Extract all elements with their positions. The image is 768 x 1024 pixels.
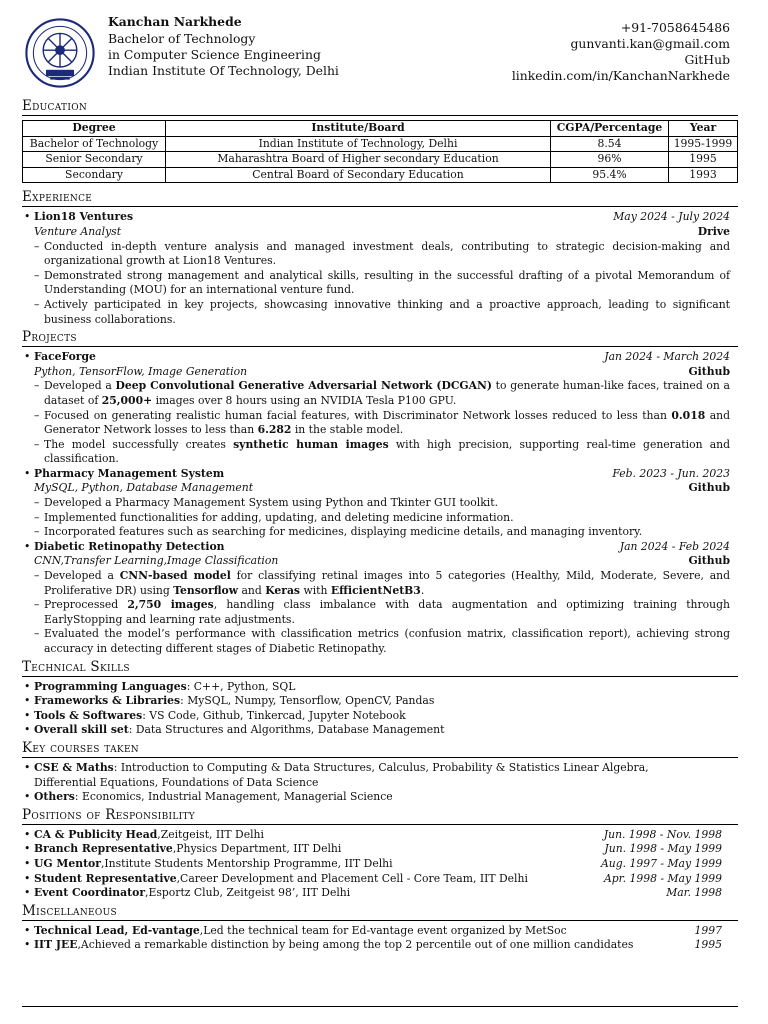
positions-section <box>22 807 738 901</box>
iit-delhi-logo-icon <box>25 18 95 88</box>
email-link[interactable]: gunvanti.kan@gmail.com <box>570 36 730 51</box>
education-table <box>22 120 738 183</box>
projects-section <box>22 329 738 656</box>
table-cell: 95.4% <box>551 167 669 183</box>
courses-title: Key courses taken <box>22 740 738 758</box>
position-item: • Event Coordinator,Esportz Club, Zeitgeist 98’, IIT Delhi Mar. 1998 <box>22 886 738 901</box>
table-row <box>23 136 738 152</box>
project-dates: Feb. 2023 - Jun. 2023 <box>612 466 730 480</box>
institute-line: Indian Institute Of Technology, Delhi <box>108 63 339 78</box>
project-tech: Python, TensorFlow, Image Generation <box>34 364 248 378</box>
project-point: – Developed a CNN-based model for classifying retinal images into 5 categories (Healthy, Mild, Moderate, Severe, and Proliferative DR) using Tensorflow and Keras with EfficientNetB3. <box>34 569 730 598</box>
misc-item: • IIT JEE,Achieved a remarkable distinction by being among the top 2 percentile out of one million candidates 1995 <box>22 938 738 953</box>
experience-item <box>22 210 738 239</box>
phone-number: +91-7058645486 <box>620 20 730 35</box>
table-row <box>23 167 738 183</box>
position-item: • CA & Publicity Head,Zeitgeist, IIT Delhi Jun. 1998 - Nov. 1998 <box>22 828 738 843</box>
misc-section <box>22 903 738 953</box>
position-item: • UG Mentor,Institute Students Mentorship Programme, IIT Delhi Aug. 1997 - May 1999 <box>22 857 738 872</box>
project-tech: MySQL, Python, Database Management <box>34 481 254 495</box>
table-header: Degree <box>23 121 166 137</box>
position-item: • Student Representative,Career Development and Placement Cell - Core Team, IIT Delhi Apr. 1998 - May 1999 <box>22 872 738 887</box>
experience-section <box>22 189 738 327</box>
course-item: • Others: Economics, Industrial Management, Managerial Science <box>22 790 738 805</box>
misc-title: Miscellaneous <box>22 903 738 921</box>
project-item-faceforge <box>22 350 738 379</box>
skills-section <box>22 659 738 738</box>
degree-line: Bachelor of Technology <box>108 31 256 46</box>
projects-title: Projects <box>22 329 738 347</box>
skill-item: • Overall skill set: Data Structures and Algorithms, Database Management <box>22 723 738 738</box>
project-item-pharmacy <box>22 467 738 496</box>
project-dates: Jan 2024 - Feb 2024 <box>619 539 730 553</box>
table-cell: Maharashtra Board of Higher secondary Education <box>166 152 551 168</box>
project-point: – Incorporated features such as searching for medicines, displaying medicine details, and managing inventory. <box>34 525 730 540</box>
table-cell: Secondary <box>23 167 166 183</box>
education-title: Education <box>22 98 738 116</box>
skill-item: • Frameworks & Libraries: MySQL, Numpy, Tensorflow, OpenCV, Pandas <box>22 694 738 709</box>
experience-point: – Actively participated in key projects, showcasing innovative thinking and a proactive approach, leading to significant business collaborations. <box>34 298 730 327</box>
page-bottom-rule <box>22 1006 738 1007</box>
project-name: • Diabetic Retinopathy Detection <box>34 539 225 553</box>
table-header: CGPA/Percentage <box>551 121 669 137</box>
table-cell: 1995-1999 <box>669 136 738 152</box>
project-point: – Implemented functionalities for adding, updating, and deleting medicine information. <box>34 511 730 526</box>
candidate-name: Kanchan Narkhede <box>108 14 242 29</box>
table-header: Year <box>669 121 738 137</box>
table-cell: 1993 <box>669 167 738 183</box>
course-item: • CSE & Maths: Introduction to Computing & Data Structures, Calculus, Probability & Statistics Linear Algebra, Differential Equations, Foundations of Data Science <box>22 761 738 790</box>
table-cell: 8.54 <box>551 136 669 152</box>
table-cell: Senior Secondary <box>23 152 166 168</box>
project-dates: Jan 2024 - March 2024 <box>604 350 730 364</box>
position-item: • Branch Representative,Physics Department, IIT Delhi Jun. 1998 - May 1999 <box>22 842 738 857</box>
project-github-link[interactable]: Github <box>688 481 730 495</box>
misc-item: • Technical Lead, Ed-vantage,Led the technical team for Ed-vantage event organized by MetSoc 1997 <box>22 924 738 939</box>
project-tech: CNN,Transfer Learning,Image Classification <box>34 554 279 568</box>
experience-dates: May 2024 - July 2024 <box>613 210 730 224</box>
project-point: – The model successfully creates synthetic human images with high precision, supporting real-time generation and classification. <box>34 438 730 467</box>
project-point: – Developed a Pharmacy Management System using Python and Tkinter GUI toolkit. <box>34 496 730 511</box>
linkedin-link[interactable]: linkedin.com/in/KanchanNarkhede <box>511 68 730 83</box>
project-item-retinopathy <box>22 540 738 569</box>
experience-drive-link[interactable]: Drive <box>697 224 730 238</box>
resume-header <box>22 0 738 98</box>
skill-item: • Tools & Softwares: VS Code, Github, Tinkercad, Jupyter Notebook <box>22 709 738 724</box>
project-name: • FaceForge <box>34 350 96 364</box>
project-point: – Focused on generating realistic human facial features, with Discriminator Network losses reduced to less than 0.018 and Generator Network losses to less than 6.282 in the stable model. <box>34 409 730 438</box>
experience-point: – Demonstrated strong management and analytical skills, resulting in the successful drafting of a pivotal Memorandum of Understanding (MOU) for an international venture fund. <box>34 269 730 298</box>
experience-org: • Lion18 Ventures <box>34 210 134 224</box>
project-point: – Developed a Deep Convolutional Generative Adversarial Network (DCGAN) to generate human-like faces, trained on a dataset of 25,000+ images over 8 hours using an NVIDIA Tesla P100 GPU. <box>34 379 730 408</box>
branch-line: in Computer Science Engineering <box>108 47 321 62</box>
table-cell: Central Board of Secondary Education <box>166 167 551 183</box>
skill-item: • Programming Languages: C++, Python, SQL <box>22 680 738 695</box>
courses-section <box>22 740 738 805</box>
experience-role: Venture Analyst <box>34 224 122 238</box>
education-section <box>22 98 738 183</box>
github-link[interactable]: GitHub <box>684 52 730 67</box>
experience-point: – Conducted in-depth venture analysis and managed investment deals, contributing to strategic decision-making and organizational growth at Lion18 Ventures. <box>34 240 730 269</box>
table-cell: Indian Institute of Technology, Delhi <box>166 136 551 152</box>
table-row <box>23 152 738 168</box>
experience-title: Experience <box>22 189 738 207</box>
table-cell: Bachelor of Technology <box>23 136 166 152</box>
project-github-link[interactable]: Github <box>688 554 730 568</box>
positions-title: Positions of Responsibility <box>22 807 738 825</box>
table-header-row <box>23 121 738 137</box>
table-cell: 96% <box>551 152 669 168</box>
table-cell: 1995 <box>669 152 738 168</box>
table-header: Institute/Board <box>166 121 551 137</box>
skills-title: Technical Skills <box>22 659 738 677</box>
project-github-link[interactable]: Github <box>688 364 730 378</box>
project-name: • Pharmacy Management System <box>34 466 225 480</box>
project-point: – Preprocessed 2,750 images, handling class imbalance with data augmentation and optimizing training through EarlyStopping and learning rate adjustments. <box>34 598 730 627</box>
project-point: – Evaluated the model’s performance with classification metrics (confusion matrix, classification report), achieving strong accuracy in detecting different stages of Diabetic Retinopathy. <box>34 627 730 656</box>
